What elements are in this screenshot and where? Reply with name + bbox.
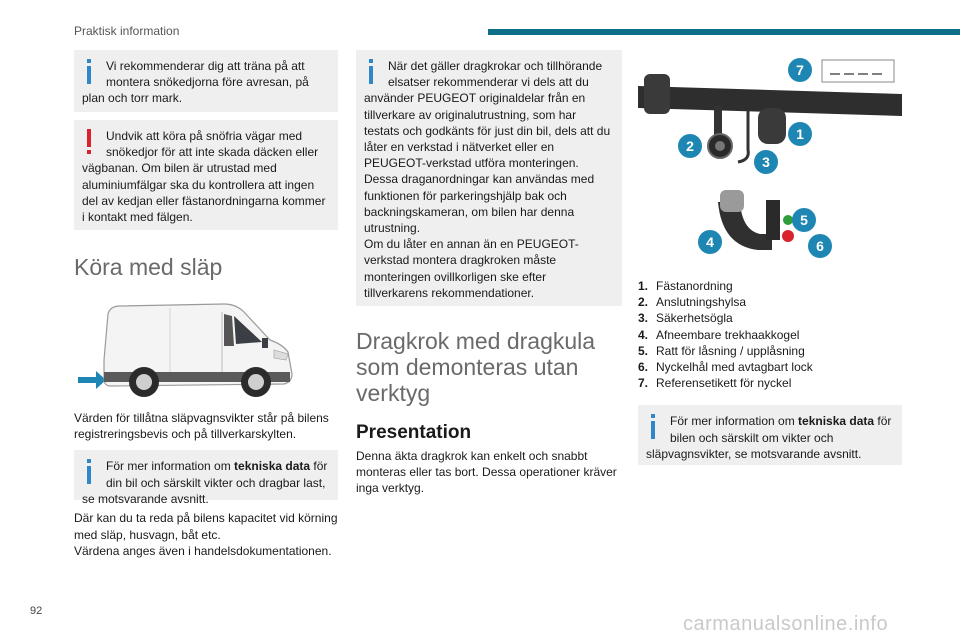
callout-label: 1 [796,126,804,142]
callout-2 [678,134,702,158]
parts-list [638,278,902,391]
callout-6 [808,234,832,258]
tip-box-towbar-recommendation [356,50,622,306]
van-illustration [74,302,338,400]
callout-label: 6 [816,238,824,254]
towing-weights-paragraph: Värden för tillåtna släpvagnsvikter står på bilens registreringsbevis och på tillverkarskylten. [74,411,329,442]
tip-box-technical-data [74,450,338,506]
capacity-line-2: Värdena anges även i handelsdokumentationen. [74,543,332,558]
capacity-paragraph [74,510,338,559]
page-number: 92 [30,605,43,617]
tip-text-pre: För mer information om [670,414,799,429]
callout-label: 5 [800,212,808,228]
tip-box-weights [638,405,902,465]
warning-icon [82,129,96,157]
towbar-diagram [638,50,902,266]
callout-label: 2 [686,138,694,154]
info-icon [82,459,96,487]
section-title-towing: Köra med släp [74,254,223,280]
capacity-line-1: Där kan du ta reda på bilens kapacitet vid körning med släp, husvagn, båt etc. [74,511,338,542]
tip-text-bold: tekniska data [798,414,875,429]
list-item: 3. Säkerhetsögla [638,311,733,326]
callout-1 [788,122,812,146]
tip-paragraph-1: När det gäller dragkrokar och tillhörande elsatser rekommenderar vi dels att du använder PEUGEOT originaldelar från en tillverkare av originalutrustning, som har testats och godkänts för just din bil, dels att du låter en verkstad i nätverket eller en PEUGEOT-verkstad utföra monteringen. [364,59,611,171]
subsection-title-presentation: Presentation [356,422,472,443]
tip-text: Vi rekommenderar dig att träna på att montera snökedjorna före avresan, på plan och torr mark. [82,59,309,106]
tip-paragraph-3: Om du låter en annan än en PEUGEOT-verkstad montera dragkroken måste monteringen ovillkorligen ske efter tillverkarens rekommendationer. [364,237,579,300]
tip-text-post: för din bil och särskilt vikter och dragbar last, se motsvarande avsnitt. [82,459,328,506]
header-accent-bar [488,29,960,35]
presentation-paragraph: Denna äkta dragkrok kan enkelt och snabbt monteras eller tas bort. Dessa operationer kräver inga verktyg. [356,449,617,496]
info-icon [82,59,96,87]
list-item: 1. Fästanordning [638,279,733,293]
column-right [638,50,902,465]
info-icon [646,414,660,442]
tip-text-pre: För mer information om [106,459,235,474]
tip-text-bold: tekniska data [234,459,311,474]
running-header: Praktisk information [74,24,180,38]
tip-text-post: för bilen och särskilt om vikter och släpvagnsvikter, se motsvarande avsnitt. [646,414,892,461]
callout-7 [788,58,812,82]
tip-box-snow-chains [74,50,338,112]
callout-label: 7 [796,62,804,78]
direction-arrow-icon [78,371,106,389]
towbar-illustration [638,50,902,266]
callout-label: 3 [762,154,770,170]
callout-4 [698,230,722,254]
warning-text: Undvik att köra på snöfria vägar med snökedjor för att inte skada däcken eller vägbanan. Om bilen är utrustad med aluminiumfälgar ska du kontrollera att ingen del av kedjan eller fästanordningarna kommer i kontakt med fälgen. [82,129,326,225]
tip-paragraph-2: Dessa draganordningar kan användas med funktionen för parkeringshjälp bak och backningskameran, om bilen har denna utrustning. [364,172,595,236]
callout-label: 4 [706,234,714,250]
list-item: 5. Ratt för låsning / upplåsning [638,343,805,358]
list-item: 2. Anslutningshylsa [638,295,747,310]
callout-3 [754,150,778,174]
van-icon [74,302,338,400]
watermark: carmanualsonline.info [683,613,889,635]
column-middle [356,50,622,497]
list-item: 6. Nyckelhål med avtagbart lock [638,360,813,375]
list-item: 7. Referensetikett för nyckel [638,376,792,391]
column-left [74,50,338,559]
warning-box-snow-chains [74,120,338,230]
list-item: 4. Afneembare trekhaakkogel [638,327,800,342]
info-icon [364,59,378,87]
section-title-detachable-towbar: Dragkrok med dragkula som demonteras utan verktyg [356,328,596,406]
callout-5 [792,208,816,232]
